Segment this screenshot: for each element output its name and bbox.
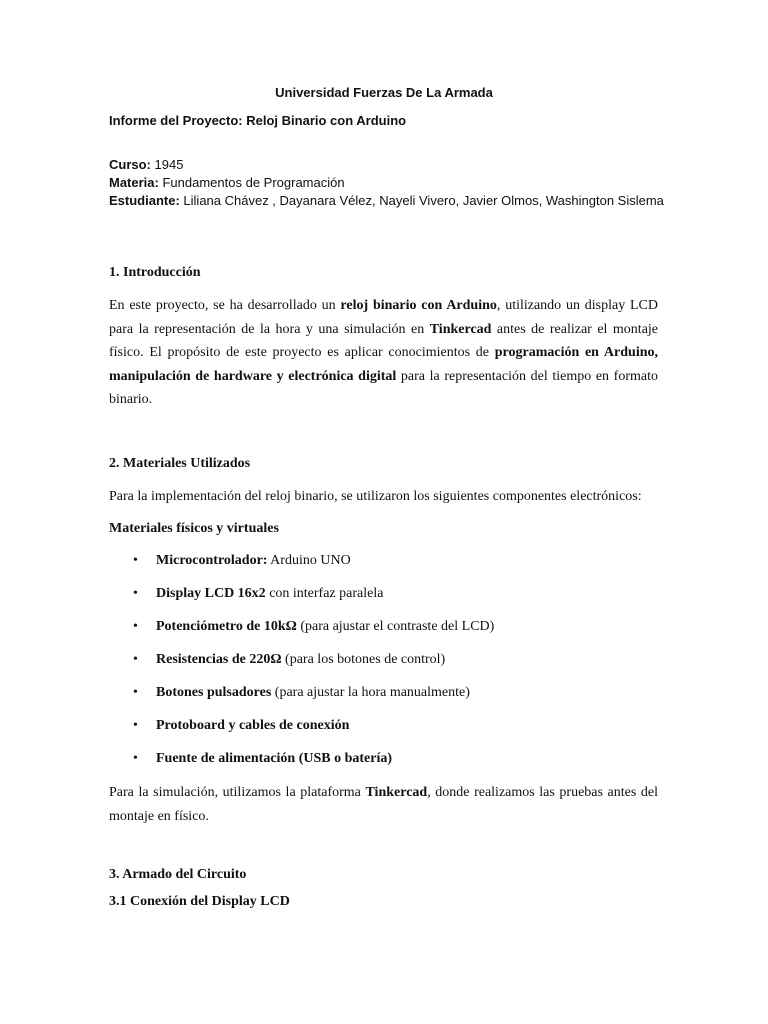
sim-text-1: Para la simulación, utilizamos la plataforma (109, 785, 366, 800)
sim-bold-1: Tinkercad (365, 785, 428, 800)
intro-bold-1: reloj binario con Arduino (340, 298, 497, 313)
intro-text-1: En este proyecto, se ha desarrollado un (109, 298, 341, 313)
intro-text-4: para la representación del tiempo en formato binario. (109, 368, 658, 407)
item-bold: Botones pulsadores (156, 685, 272, 700)
item-bold: Display LCD 16x2 (156, 586, 266, 601)
subject-label: Materia: (109, 175, 159, 190)
intro-text-3: antes de realizar el montaje físico. El propósito de este proyecto es aplicar conocimientos de (109, 321, 659, 360)
item-bold: Resistencias de 220Ω (156, 652, 282, 667)
bullet-icon: • (133, 751, 138, 766)
item-rest: (para ajustar la hora manualmente) (271, 685, 470, 700)
course-line (109, 157, 183, 172)
intro-paragraph (109, 294, 658, 412)
sim-text-2: , donde realizamos las pruebas antes del montaje en físico. (109, 785, 658, 824)
materials-intro: Para la implementación del reloj binario, se utilizaron los siguientes componentes electrónicos: (109, 489, 642, 504)
students-line (109, 193, 664, 208)
item-bold: Potenciómetro de 10kΩ (156, 619, 297, 634)
intro-text-2: , utilizando un display LCD para la representación de la hora y una simulación en (109, 298, 659, 337)
bullet-icon: • (133, 685, 138, 700)
circuit-subheading: 3.1 Conexión del Display LCD (109, 894, 290, 909)
university-title: Universidad Fuerzas De La Armada (275, 85, 493, 100)
students-label: Estudiante: (109, 193, 180, 208)
item-rest: con interfaz paralela (265, 586, 384, 601)
intro-heading: 1. Introducción (109, 265, 201, 280)
item-rest: (para los botones de control) (281, 652, 446, 667)
materials-heading: 2. Materiales Utilizados (109, 456, 251, 471)
item-rest: (para ajustar el contraste del LCD) (296, 619, 495, 634)
report-title: Informe del Proyecto: Reloj Binario con Arduino (109, 113, 407, 128)
intro-bold-2: Tinkercad (429, 321, 492, 337)
subject-value: Fundamentos de Programación (162, 175, 345, 190)
bullet-icon: • (133, 652, 138, 667)
bullet-icon: • (133, 619, 138, 634)
circuit-heading: 3. Armado del Circuito (109, 867, 247, 882)
course-value: 1945 (154, 157, 184, 172)
item-bold: Fuente de alimentación (USB o batería) (156, 751, 393, 766)
materials-subheading: Materiales físicos y virtuales (109, 521, 279, 536)
item-bold: Microcontrolador: (156, 553, 268, 568)
simulation-paragraph (109, 781, 658, 828)
bullet-icon: • (133, 718, 138, 733)
bullet-icon: • (133, 553, 138, 568)
bullet-icon: • (133, 586, 138, 601)
subject-line (109, 175, 345, 190)
students-value: Liliana Chávez , Dayanara Vélez, Nayeli Vivero, Javier Olmos, Washington Sislema (183, 193, 664, 208)
course-label: Curso: (109, 157, 151, 172)
item-rest: Arduino UNO (267, 553, 351, 568)
item-bold: Protoboard y cables de conexión (156, 718, 350, 733)
intro-bold-3: programación en Arduino, manipulación de hardware y electrónica digital (109, 345, 658, 384)
